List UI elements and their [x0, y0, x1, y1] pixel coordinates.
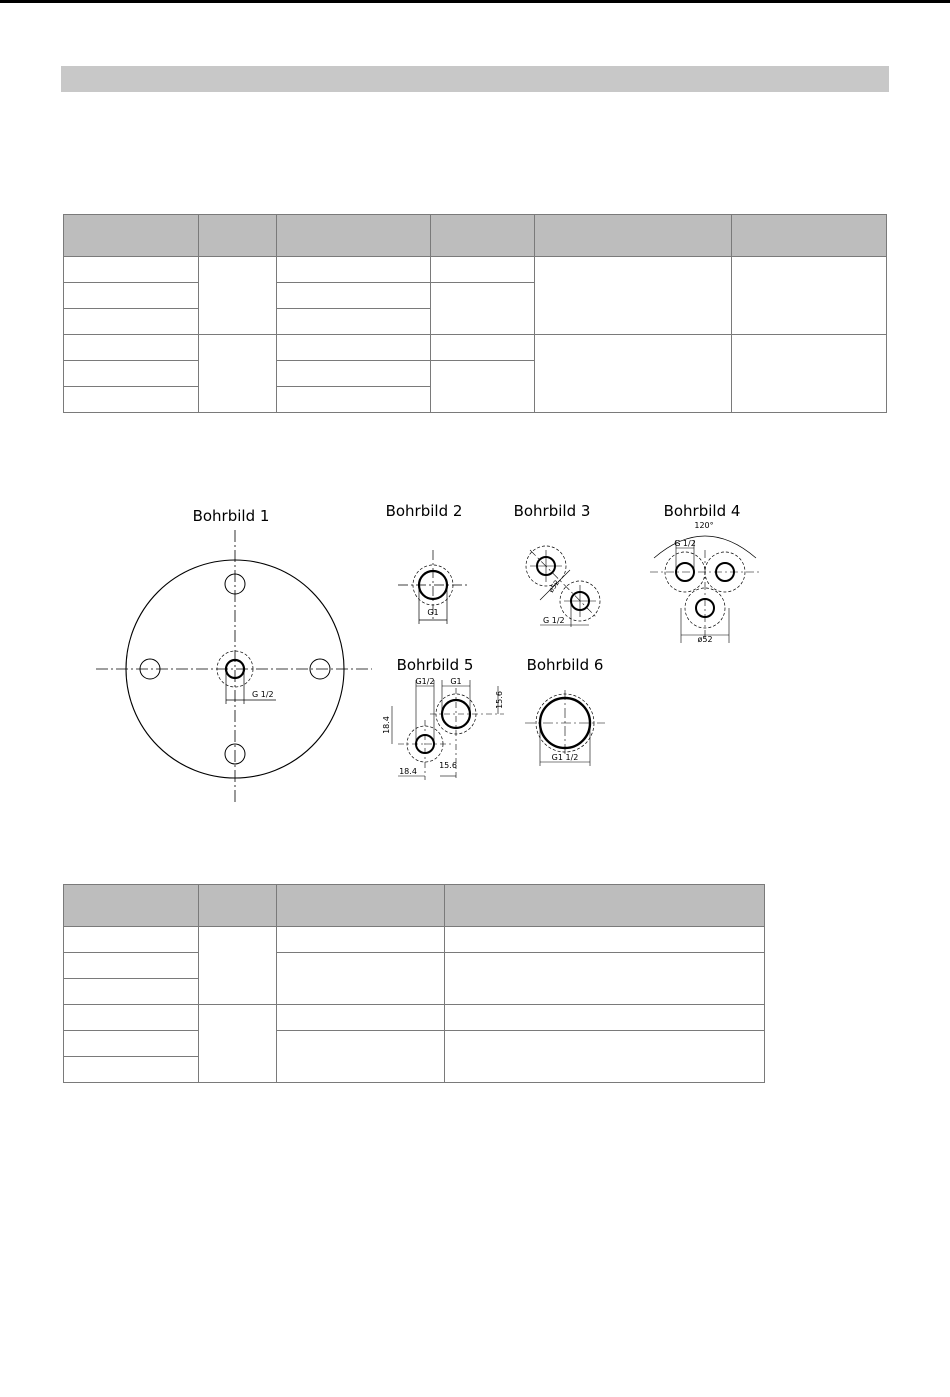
- header-cell: [445, 885, 765, 927]
- table-header-row: [64, 215, 887, 257]
- table-cell: [64, 927, 199, 953]
- table-cell: [431, 257, 535, 283]
- table-cell: [64, 335, 199, 361]
- table-cell: [277, 257, 431, 283]
- bohrbild-5-thread-large-label: G1: [450, 677, 462, 686]
- table-cell: [445, 1005, 765, 1031]
- table-cell: [445, 953, 765, 1005]
- drilling-patterns-figure: [0, 490, 950, 820]
- bohrbild-5: [382, 656, 504, 780]
- table-row: [64, 953, 765, 979]
- bohrbild-2-thread-label: G1: [427, 608, 439, 617]
- table-row: [64, 335, 887, 361]
- bohrbild-4-thread-label: G 1/2: [674, 539, 696, 548]
- top-rule: [0, 0, 950, 3]
- table-cell: [199, 1005, 277, 1083]
- bohrbild-4-angle-label: 120°: [694, 521, 714, 530]
- table-cell: [277, 953, 445, 1005]
- bohrbild-3-thread-label: G 1/2: [543, 616, 565, 625]
- bohrbild-5-dim-c-label: 18.4: [399, 767, 417, 776]
- table-cell: [277, 927, 445, 953]
- table-cell: [277, 361, 431, 387]
- bohrbild-6-title: Bohrbild 6: [526, 656, 604, 674]
- bohrbild-5-dim-a-label: 18.4: [382, 716, 391, 734]
- table-cell: [535, 257, 732, 335]
- bohrbild-4-diameter-label: ø52: [697, 635, 713, 644]
- table-cell: [199, 927, 277, 1005]
- header-cell: [64, 885, 199, 927]
- table-cell: [277, 335, 431, 361]
- table-cell: [732, 257, 887, 335]
- table-cell: [64, 257, 199, 283]
- table-cell: [199, 335, 277, 413]
- bohrbild-5-dim-d-label: 15.6: [439, 761, 457, 770]
- header-cell: [431, 215, 535, 257]
- bohrbild-3: [514, 502, 600, 627]
- table-header-row: [64, 885, 765, 927]
- table-cell: [431, 283, 535, 335]
- header-cell: [199, 885, 277, 927]
- bohrbild-5-title: Bohrbild 5: [396, 656, 474, 674]
- table-cell: [64, 387, 199, 413]
- header-cell: [277, 215, 431, 257]
- header-cell: [64, 215, 199, 257]
- table-cell: [64, 309, 199, 335]
- table-row: [64, 257, 887, 283]
- bohrbild-3-diameter-label: ø52: [547, 578, 562, 595]
- table-cell: [732, 335, 887, 413]
- spec-table-1: [63, 214, 887, 413]
- table-cell: [64, 979, 199, 1005]
- table-cell: [277, 387, 431, 413]
- header-cell: [732, 215, 887, 257]
- bohrbild-4: [650, 502, 760, 644]
- bohrbild-1-title: Bohrbild 1: [192, 507, 270, 525]
- table-cell: [277, 1031, 445, 1083]
- table-cell: [277, 283, 431, 309]
- table-row: [64, 927, 765, 953]
- table-cell: [64, 283, 199, 309]
- bohrbild-6-thread-label: G1 1/2: [551, 753, 579, 762]
- bohrbild-2: [386, 502, 468, 624]
- table-cell: [64, 361, 199, 387]
- table-row: [64, 1031, 765, 1057]
- table-cell: [277, 1005, 445, 1031]
- table-cell: [64, 1005, 199, 1031]
- bohrbild-1: [96, 507, 372, 804]
- table-cell: [445, 1031, 765, 1083]
- bohrbild-2-title: Bohrbild 2: [385, 502, 463, 520]
- section-header-bar: [61, 66, 889, 92]
- table-cell: [431, 361, 535, 413]
- bohrbild-5-thread-small-label: G1/2: [415, 677, 435, 686]
- table-cell: [64, 1057, 199, 1083]
- spec-table-2: [63, 884, 765, 1083]
- table-cell: [431, 335, 535, 361]
- bohrbild-4-title: Bohrbild 4: [663, 502, 741, 520]
- table-cell: [64, 953, 199, 979]
- header-cell: [199, 215, 277, 257]
- header-cell: [535, 215, 732, 257]
- table-cell: [64, 1031, 199, 1057]
- header-cell: [277, 885, 445, 927]
- bohrbild-5-dim-b-label: 15.6: [495, 691, 504, 709]
- bohrbild-1-thread-label: G 1/2: [252, 690, 274, 699]
- table-cell: [535, 335, 732, 413]
- bohrbild-3-title: Bohrbild 3: [513, 502, 591, 520]
- table-cell: [445, 927, 765, 953]
- bohrbild-6: [525, 656, 605, 766]
- table-cell: [199, 257, 277, 335]
- table-row: [64, 1005, 765, 1031]
- table-cell: [277, 309, 431, 335]
